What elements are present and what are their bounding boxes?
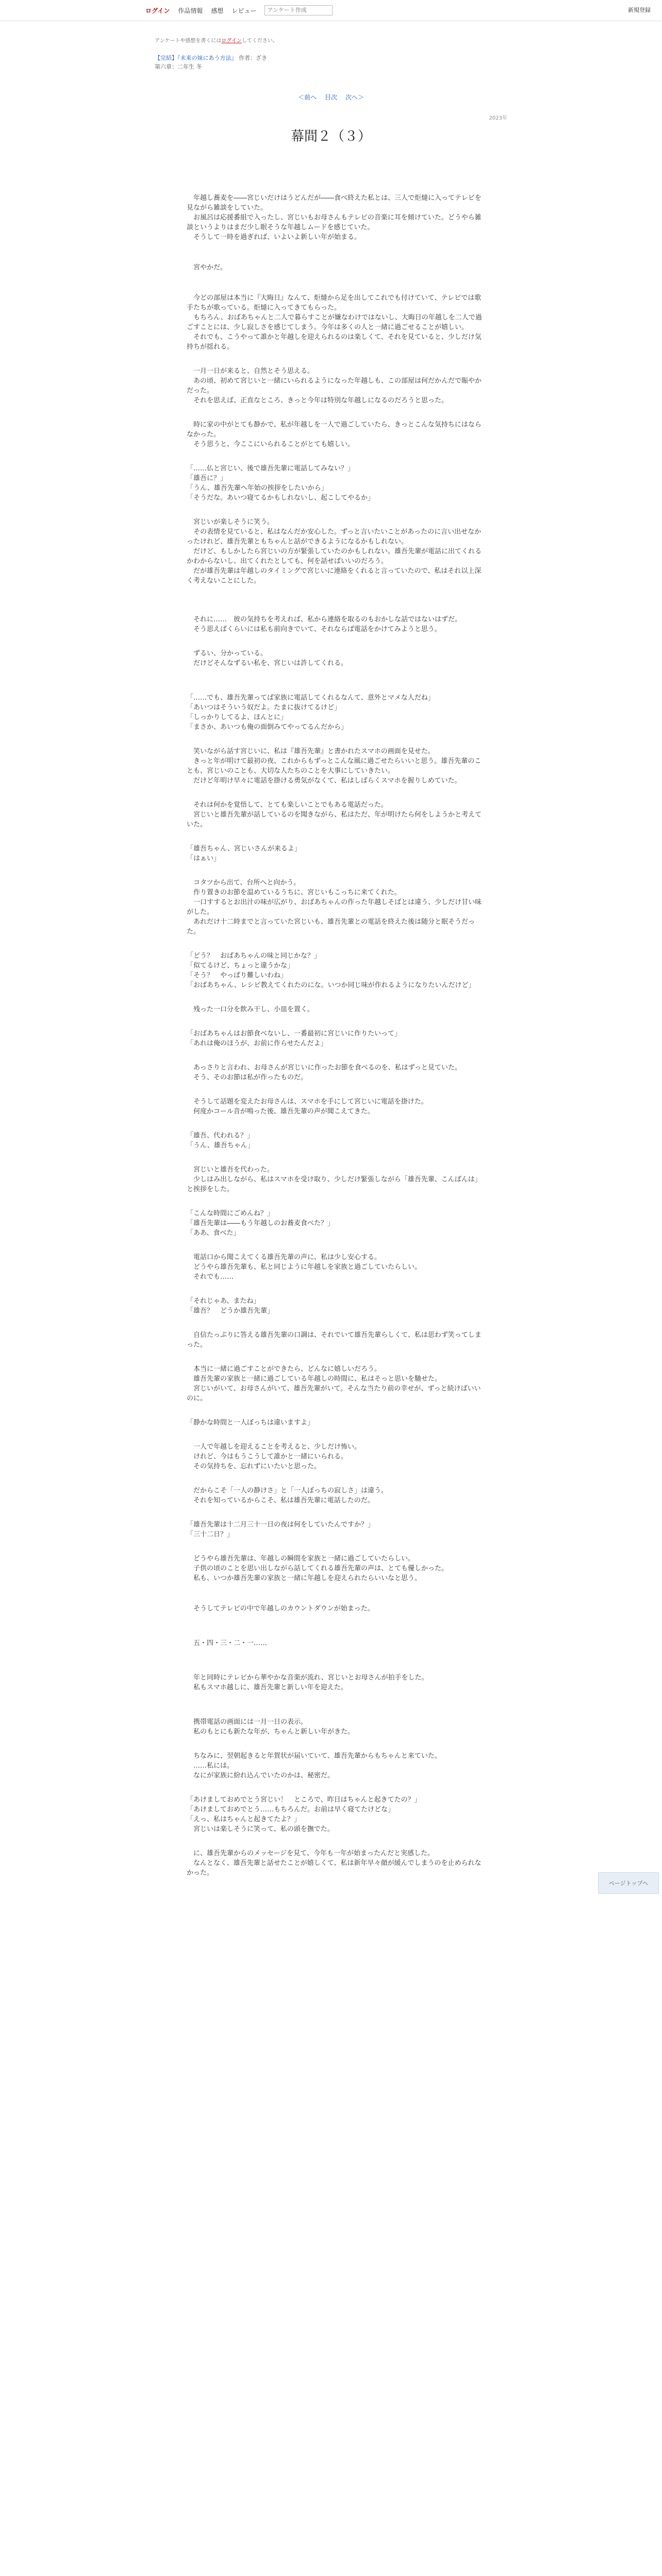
body-paragraph: 「雄吾ちゃん、宮じいさんが来るよ」 「はぁい」 (187, 845, 301, 862)
body-paragraph: 「雄吾先輩は十二月三十一日の夜は何をしていたんですか？」 「三十二日？」 (187, 1521, 375, 1538)
body-paragraph: 「雄吾、代われる？」 「うん、雄吾ちゃん」 (187, 1132, 254, 1149)
body-paragraph: 宮じいが楽しそうに笑う。 その表情を見ていると、私はなんだか安心した。ずっと言いたいことがあったのに言い出せなかったけれど、雄吾先輩ともちゃんと話ができるようになるかもしれない。 だけど、もしかしたら宮じいの方が緊張していたのかもしれない。雄吾先輩が電話に出てくれるかわからないし、出てくれたとしても、何を話せばいいのだろう。 だが雄吾先輩は年越しのタイミングで宮じいに連絡をくれると言っていたので、私はそれ以上深く考えないことにした。 (187, 518, 482, 585)
notice-login-link[interactable]: ログイン (221, 38, 242, 44)
notice-suffix: してください。 (241, 38, 278, 44)
episode-title: 幕間２（３） (290, 129, 371, 144)
body-paragraph: 笑いながら話す宮じいに、私は『雄吾先輩』と書かれたスマホの画面を見せた。 きっと年が明けて最初の夜、これからもずっとこんな風に過ごせたらいいと思う。雄吾先輩のことも、宮じいのことも、大切な人たちのことを大事にしていきたい。 だけど年明け早々に電話を掛ける勇気がなくて、私はしばらくスマホを握りしめていた。 (187, 748, 482, 785)
body-paragraph: それは何かを覚悟して、とても楽しいことでもある電話だった。 宮じいと雄吾先輩が話しているのを聞きながら、私はただ、年が明けたら何をしようかと考えていた。 (187, 801, 482, 828)
body-paragraph: 「……でも、雄吾先輩ってば家族に電話してくれるなんて、意外とマメな人だね」 「あいつはそういう奴だよ。たまに抜けてるけど」 「しっかりしてるよ、ほんとに」 「まさか、あいつも俺の面倒みてやってるんだから」 (187, 694, 435, 731)
index-link[interactable]: 目次 (324, 94, 337, 101)
page-top-button[interactable]: ページトップへ (598, 1872, 659, 1894)
top-nav (145, 5, 333, 16)
body-paragraph: 残った一口分を飲み干し、小皿を置く。 (187, 1006, 314, 1013)
nav-item-works[interactable]: 作品情報 (178, 7, 203, 14)
body-paragraph: 本当に一緒に過ごすことができたら、どんなに嬉しいだろう。 雄吾先輩の家族と一緒に過ごしている年越しの時間に、私はそっと思いを馳せた。 宮じいがいて、お母さんがいて、雄吾先輩がいて。そんな当たり前の幸せが、ずっと続けばいいのに。 (187, 1365, 481, 1402)
body-paragraph: コタツから出て、台所へと向かう。 作り置きのお節を温めているうちに、宮じいもこっちに来てくれた。 一口すするとお出汁の味が広がり、おばあちゃんの作った年越しそばとは違う、少しだけ甘い味がした。 あれだけ十二時までと言っていた宮じいも、雄吾先輩との電話を終えた後は随分と眠そうだった。 (187, 879, 482, 936)
register-link[interactable]: 新規登録 (628, 7, 651, 13)
prev-link[interactable]: ＜前へ (298, 94, 317, 101)
body-paragraph: 「あけましておめでとう宮じい！ ところで、昨日はちゃんと起きてたの？」 「あけましておめでとう……もちろんだ。お前は早く寝てたけどな」 「えっ、私はちゃんと起きてたよ？」 宮じいは楽しそうに笑って、私の頭を撫でた。 (187, 1796, 421, 1833)
chapter-label: 第六章：二年生 冬 (155, 63, 202, 70)
body-paragraph: 今どの部屋は本当に『大晦日』なんて、炬燵から足を出してこれでも付けていて、テレビでは歌手たちが歌っている。炬燵に入ってきてもらった。 もちろん、おばあちゃんと二人で暮らすことが嫌なわけではないし、大晦日の年越しを二人で過ごすことには、少し寂しさを感じてしまう。今年は多くの人と一緒に過ごせることが嬉しい。 それでも、こうやって誰かと年越しを迎えられるのは楽しくて、それを見ていると、少しだけ気持ちが揺れる。 (187, 294, 482, 351)
body-paragraph: 年越し蕎麦を――宮じいだけはうどんだが――食べ終えた私とは、三人で炬燵に入ってテレビを見ながら雑談をしていた。 お風呂は応援番組で入ったし、宮じいもお母さんもテレビの音楽に耳を傾けていた。どうやら雑談というよりはまだ少し眠そうな年越しムードを感じていた。 そうして一時を過ぎれば、いよいよ新しい年が始まる。 (187, 194, 482, 241)
body-paragraph: あっさりと言われ、お母さんが宮じいに作ったお節を食べるのを、私はずっと見ていた。 そう、そのお節は私が作ったものだ。 (193, 1064, 461, 1081)
notice-prefix: アンケートや感想を書くには (155, 38, 222, 44)
top-bar (0, 0, 662, 21)
body-paragraph: そうして話題を変えたお母さんは、スマホを手にして宮じいに電話を掛けた。 何度かコール音が鳴った後、雄吾先輩の声が聞こえてきた。 (193, 1098, 428, 1115)
body-paragraph: 携帯電話の画面には一月一日の表示。 私のもとにも新たな年が、ちゃんと新しい年がきた。 (193, 1718, 355, 1736)
login-notice (155, 36, 278, 44)
body-paragraph: 時に家の中がとても静かで、私が年越しを一人で過ごしていたら、きっとこんな気持ちにはならなかった。 そう思うと、今ここにいられることがとても嬉しい。 (187, 421, 482, 448)
body-paragraph: 「静かな時間と一人ぼっちは違いますよ」 (187, 1419, 315, 1427)
body-paragraph: 一人で年越しを迎えることを考えると、少しだけ怖い。 けれど、今はもうこうして誰かと一緒にいられる。 その気持ちを、忘れずにいたいと思った。 (193, 1443, 361, 1470)
body-paragraph: ずるい、分かっている。 だけどそんなずるい私を、宮じいは許してくれる。 (193, 650, 348, 667)
body-paragraph: 年と同時にテレビから華やかな音楽が流れ、宮じいとお母さんが拍手をした。 私もスマホ越しに、雄吾先輩と新しい年を迎えた。 (193, 1674, 428, 1691)
body-paragraph: 「それじゃあ、またね」 「雄吾？ どうか雄吾先輩」 (187, 1297, 274, 1315)
body-paragraph: に、雄吾先輩からのメッセージを見て、今年も一年が始まったんだと実感した。 なんとなく、雄吾先輩と話せたことが嬉しくて、私は新年早々顔が緩んでしまうのを止められなかった。 (187, 1850, 482, 1877)
body-paragraph: 自信たっぷりに答える雄吾先輩の口調は、それでいて雄吾先輩らしくて、私は思わず笑ってしまった。 (187, 1331, 482, 1349)
next-link[interactable]: 次へ＞ (345, 94, 364, 101)
body-paragraph: 「どう？ おばあちゃんの味と同じかな？」 「似てるけど、ちょっと違うかな」 「そう？ やっぱり難しいわね」 「おばあちゃん、レシピ教えてくれたのにな。いつか同じ味が作れるようになりたいんだけど」 (187, 952, 475, 989)
body-paragraph: 五・四・三・二・一…… (187, 1639, 268, 1647)
body-paragraph: 宮じいと雄吾を代わった。 少しはみ出しながら、私はスマホを受け取り、少しだけ緊張しながら「雄吾先輩、こんばんは」と挨拶をした。 (187, 1166, 482, 1193)
body-paragraph: 「……仏と宮じい、後で雄吾先輩に電話してみない？」 「雄吾に？」 「うん、雄吾先輩へ年始の挨拶をしたいから」 「そうだな。あいつ寝てるかもしれないし、起こしてやるか」 (187, 465, 375, 502)
body-paragraph: 「こんな時間にごめんね？」 「雄吾先輩は――もう年越しのお蕎麦食べた？」 「ああ、食べた」 (187, 1210, 335, 1237)
author-name: 作者：ざき (239, 55, 267, 61)
publish-date: 2023年 (489, 115, 507, 121)
pager-top (0, 93, 662, 101)
episode-body (187, 193, 486, 1878)
body-paragraph: だからこそ「一人の静けさ」と「一人ぼっちの寂しさ」は違う。 それを知っているからこそ、私は雄吾先輩に電話したのだ。 (193, 1487, 388, 1504)
body-paragraph: どうやら雄吾先輩は、年越しの瞬間を家族と一緒に過ごしていたらしい。 子供の頃のことを思い出しながら話してくれる雄吾先輩の声は、とても優しかった。 私も、いつか雄吾先輩の家族と一緒に年越しを迎えられたらいいなと思う。 (193, 1555, 449, 1582)
work-info (155, 54, 267, 71)
search-input[interactable] (264, 5, 333, 15)
body-paragraph: 「おばあちゃんはお節食べないし、一番最初に宮じいに作りたいって」 「あれは俺のほうが、お前に作らせたんだよ」 (187, 1030, 402, 1047)
nav-item-reviews[interactable]: レビュー (231, 7, 257, 14)
series-title-link[interactable]: 【完結】『未来の妹にあう方法』 (155, 55, 237, 61)
body-paragraph: ちなみに、翌朝起きると年賀状が届いていて、雄吾先輩からもちゃんと来ていた。 ……私には。 なにが家族に紛れ込んでいたのかは、秘密だ。 (193, 1752, 441, 1780)
body-paragraph: それに…… 彼の気持ちを考えれば、私から連絡を取るのもおかしな話ではないはずだ。 そう思えばくらいには私も前向きでいて、それならば電話をかけてみようと思う。 (193, 616, 462, 633)
body-paragraph: 電話口から聞こえてくる雄吾先輩の声に、私は少し安心する。 どうやら雄吾先輩も、私と同じように年越しを家族と過ごしていたらしい。 それでも…… (193, 1253, 422, 1281)
login-link[interactable]: ログイン (145, 7, 170, 14)
body-paragraph: 一月一日が来ると、自然とそう思える。 あの頃、初めて宮じいと一緒にいられるようになった年越しも、この部屋は何だかんだで賑やかだった。 それを思えば、正直なところ、きっと今年は特別な年越しになるのだろうと思った。 (187, 367, 482, 404)
body-paragraph: そうしてテレビの中で年越しのカウントダウンが始まった。 (187, 1605, 374, 1613)
nav-item-impressions[interactable]: 感想 (211, 7, 224, 14)
body-paragraph: 宮やかだ。 (187, 264, 227, 272)
